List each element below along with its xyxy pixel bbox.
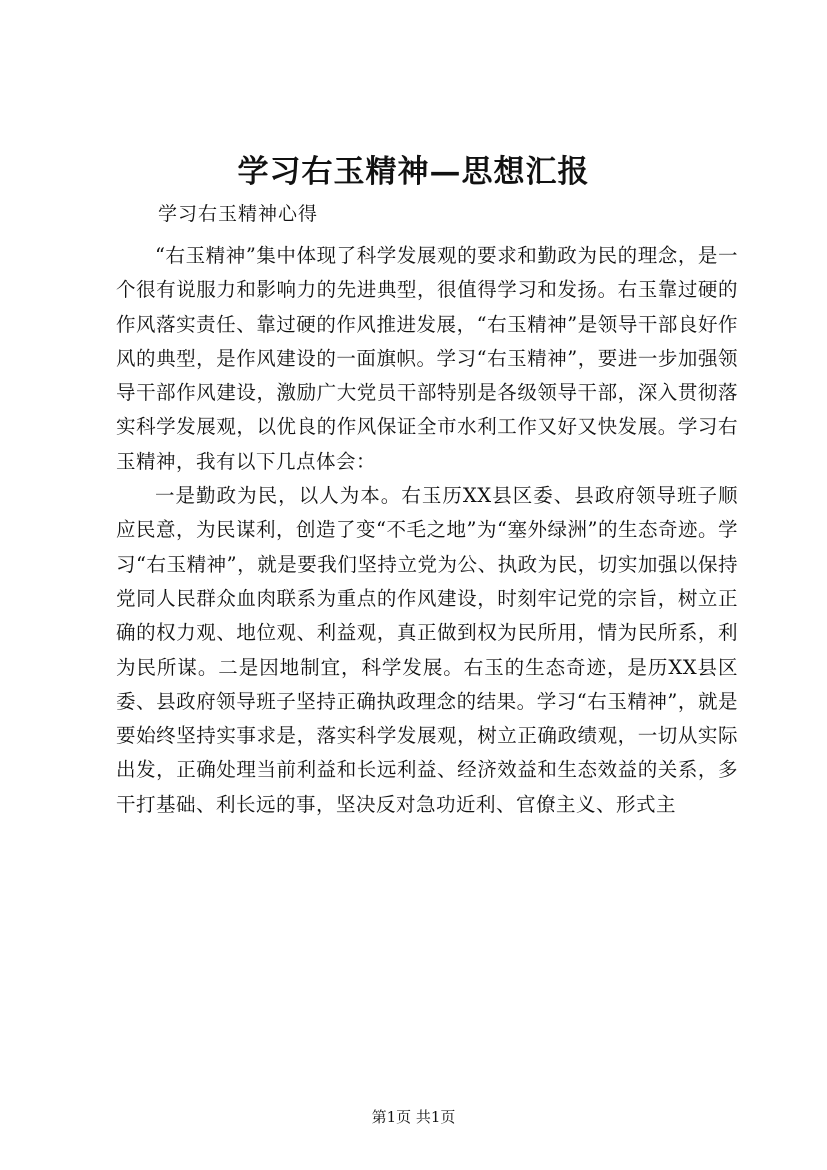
document-subtitle: 学习右玉精神心得 (158, 203, 319, 225)
page-footer: 第1页 共1页 (371, 1108, 456, 1126)
document-title: 学习右玉精神—思想汇报 (237, 154, 590, 190)
paragraph-2: 一是勤政为民，以人为本。右玉历XX县区委、县政府领导班子顺应民意，为民谋利，创造了变“不毛之地”为“塞外绿洲”的生态奇迹。学习“右玉精神”，就是要我们坚持立党为公、执政为民，切实加强以保持党同人民群众血肉联系为重点的作风建设，时刻牢记党的宗旨，树立正确的权力观、地位观、利益观，真正做到权为民所用，情为民所系，利为民所谋。二是因地制宜，科学发展。右玉的生态奇迹，是历XX县区委、县政府领导班子坚持正确执政理念的结果。学习“右玉精神”，就是要始终坚持实事求是，落实科学发展观，树立正确政绩观，一切从实际出发，正确处理当前利益和长远利益、经济效益和生态效益的关系，多干打基础、利长远的事，坚决反对急功近利、官僚主义、形式主 (116, 484, 738, 816)
document-body (116, 239, 738, 822)
paragraph-1: “右玉精神”集中体现了科学发展观的要求和勤政为民的理念，是一个很有说服力和影响力的先进典型，很值得学习和发扬。右玉靠过硬的作风落实责任、靠过硬的作风推进发展，“右玉精神”是领导干部良好作风的典型，是作风建设的一面旗帜。学习“右玉精神”，要进一步加强领导干部作风建设，激励广大党员干部特别是各级领导干部，深入贯彻落实科学发展观，以优良的作风保证全市水利工作又好又快发展。学习右玉精神，我有以下几点体会： (116, 244, 738, 473)
